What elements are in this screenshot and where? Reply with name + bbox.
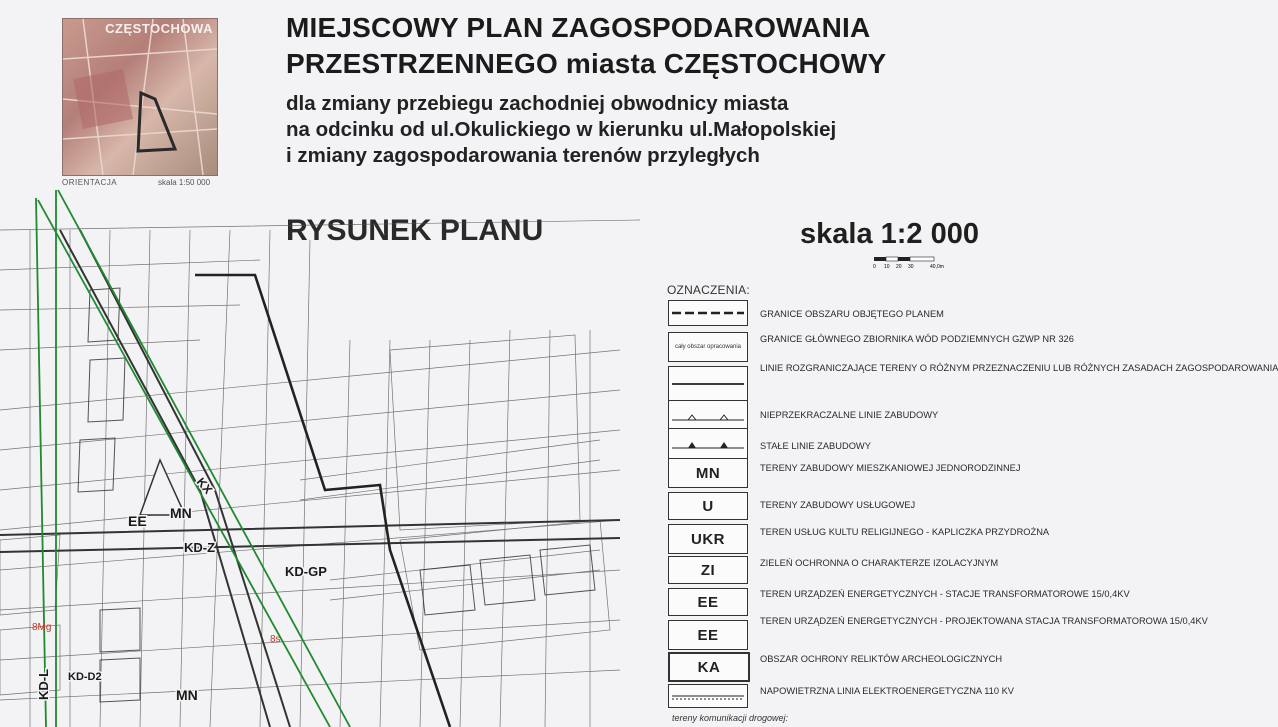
scale-bar: [872, 256, 958, 270]
drawing-title: RYSUNEK PLANU: [286, 214, 544, 247]
legend-symbol-mn: [668, 458, 748, 488]
scale-tick: 30: [908, 264, 914, 270]
map-label: EE: [128, 513, 147, 529]
legend-code: KA: [697, 658, 721, 676]
legend-symbol-building-line-fixed: [668, 428, 748, 460]
orientation-map-drawing: [63, 19, 217, 175]
legend-symbol-plan-boundary: [668, 300, 748, 326]
legend-text: TEREN URZĄDZEŃ ENERGETYCZNYCH - STACJE TRANSFORMATOROWE 15/0,4KV: [760, 589, 1130, 599]
plan-map: [0, 190, 640, 727]
legend-symbol-power-line: [668, 684, 748, 708]
legend-symbol-u: [668, 492, 748, 520]
legend-code: EE: [697, 626, 719, 644]
legend-text: TEREN URZĄDZEŃ ENERGETYCZNYCH - PROJEKTOWANA STACJA TRANSFORMATOROWA 15/0,4KV: [760, 616, 1208, 626]
map-label: MN: [176, 687, 198, 703]
legend-footer-note: tereny komunikacji drogowej:: [672, 713, 789, 723]
legend-code: EE: [697, 593, 719, 611]
legend-symbol-dividing-lines: [668, 366, 748, 402]
legend-text: GRANICE OBSZARU OBJĘTEGO PLANEM: [760, 309, 944, 319]
legend-text: TERENY ZABUDOWY MIESZKANIOWEJ JEDNORODZINNEJ: [760, 463, 1021, 473]
title-line-2: PRZESTRZENNEGO miasta CZĘSTOCHOWY: [286, 48, 887, 79]
red-annotation: 8s: [270, 634, 281, 645]
legend-text: TERENY ZABUDOWY USŁUGOWEJ: [760, 500, 916, 510]
green-boundary-lines: [36, 190, 350, 727]
legend-symbol-zi: [668, 556, 748, 584]
title-line-1: MIEJSCOWY PLAN ZAGOSPODAROWANIA: [286, 12, 871, 43]
legend-text: NIEPRZEKRACZALNE LINIE ZABUDOWY: [760, 410, 939, 420]
legend-text: LINIE ROZGRANICZAJĄCE TERENY O RÓŻNYM PRZEZNACZENIU LUB RÓŻNYCH ZASADACH ZAGOSPODAROWANIA: [760, 363, 1278, 373]
orientation-city-label: CZĘSTOCHOWA: [105, 21, 213, 36]
legend-symbol-ukr: [668, 524, 748, 554]
orientation-map: [62, 18, 218, 176]
red-annotation: 8Mg: [32, 622, 52, 633]
legend-symbol-text: cały obszar opracowania: [674, 343, 742, 350]
map-label: KD-D2: [68, 671, 102, 683]
map-label: KD-Z: [184, 540, 216, 555]
legend-title: OZNACZENIA:: [667, 283, 750, 297]
legend-code: ZI: [700, 561, 716, 579]
subtitle-line-1: dla zmiany przebiegu zachodniej obwodnicy miasta: [286, 92, 789, 115]
orientation-scale-caption: skala 1:50 000: [158, 178, 211, 187]
legend-code: UKR: [691, 530, 725, 548]
legend-text: GRANICE GŁÓWNEGO ZBIORNIKA WÓD PODZIEMNYCH GZWP NR 326: [760, 334, 1074, 344]
legend-code: MN: [695, 464, 721, 482]
legend-symbol-ka: [668, 652, 750, 682]
map-label: KX: [193, 474, 216, 497]
legend-text: TEREN USŁUG KULTU RELIGIJNEGO - KAPLICZKA PRZYDROŻNA: [760, 527, 1050, 537]
legend-symbol-ee-projected: [668, 620, 748, 650]
map-label: KD-L: [36, 668, 51, 700]
subtitle-line-3: i zmiany zagospodarowania terenów przyległych: [286, 144, 760, 167]
legend-text: NAPOWIETRZNA LINIA ELEKTROENERGETYCZNA 110 KV: [760, 686, 1015, 696]
legend-text: ZIELEŃ OCHRONNA O CHARAKTERZE IZOLACYJNYM: [760, 558, 999, 568]
subtitle-line-2: na odcinku od ul.Okulickiego w kierunku ul.Małopolskiej: [286, 118, 837, 141]
legend-symbol-ee: [668, 588, 748, 616]
plan-boundary-line: [195, 275, 450, 727]
scale-tick: 10: [884, 264, 890, 270]
legend-text: OBSZAR OCHRONY RELIKTÓW ARCHEOLOGICZNYCH: [760, 654, 1003, 664]
map-label: MN: [170, 505, 192, 521]
legend-text: STAŁE LINIE ZABUDOWY: [760, 441, 871, 451]
map-label: KD-GP: [285, 564, 327, 579]
legend-code: U: [702, 497, 714, 515]
orientation-caption: ORIENTACJA: [62, 178, 118, 187]
scale-tick: 0: [873, 264, 876, 270]
scale-tick: 40,0m: [930, 264, 944, 270]
scale-tick: 20: [896, 264, 902, 270]
scale-label: skala 1:2 000: [800, 218, 979, 250]
legend-symbol-gzwp: [668, 332, 748, 362]
